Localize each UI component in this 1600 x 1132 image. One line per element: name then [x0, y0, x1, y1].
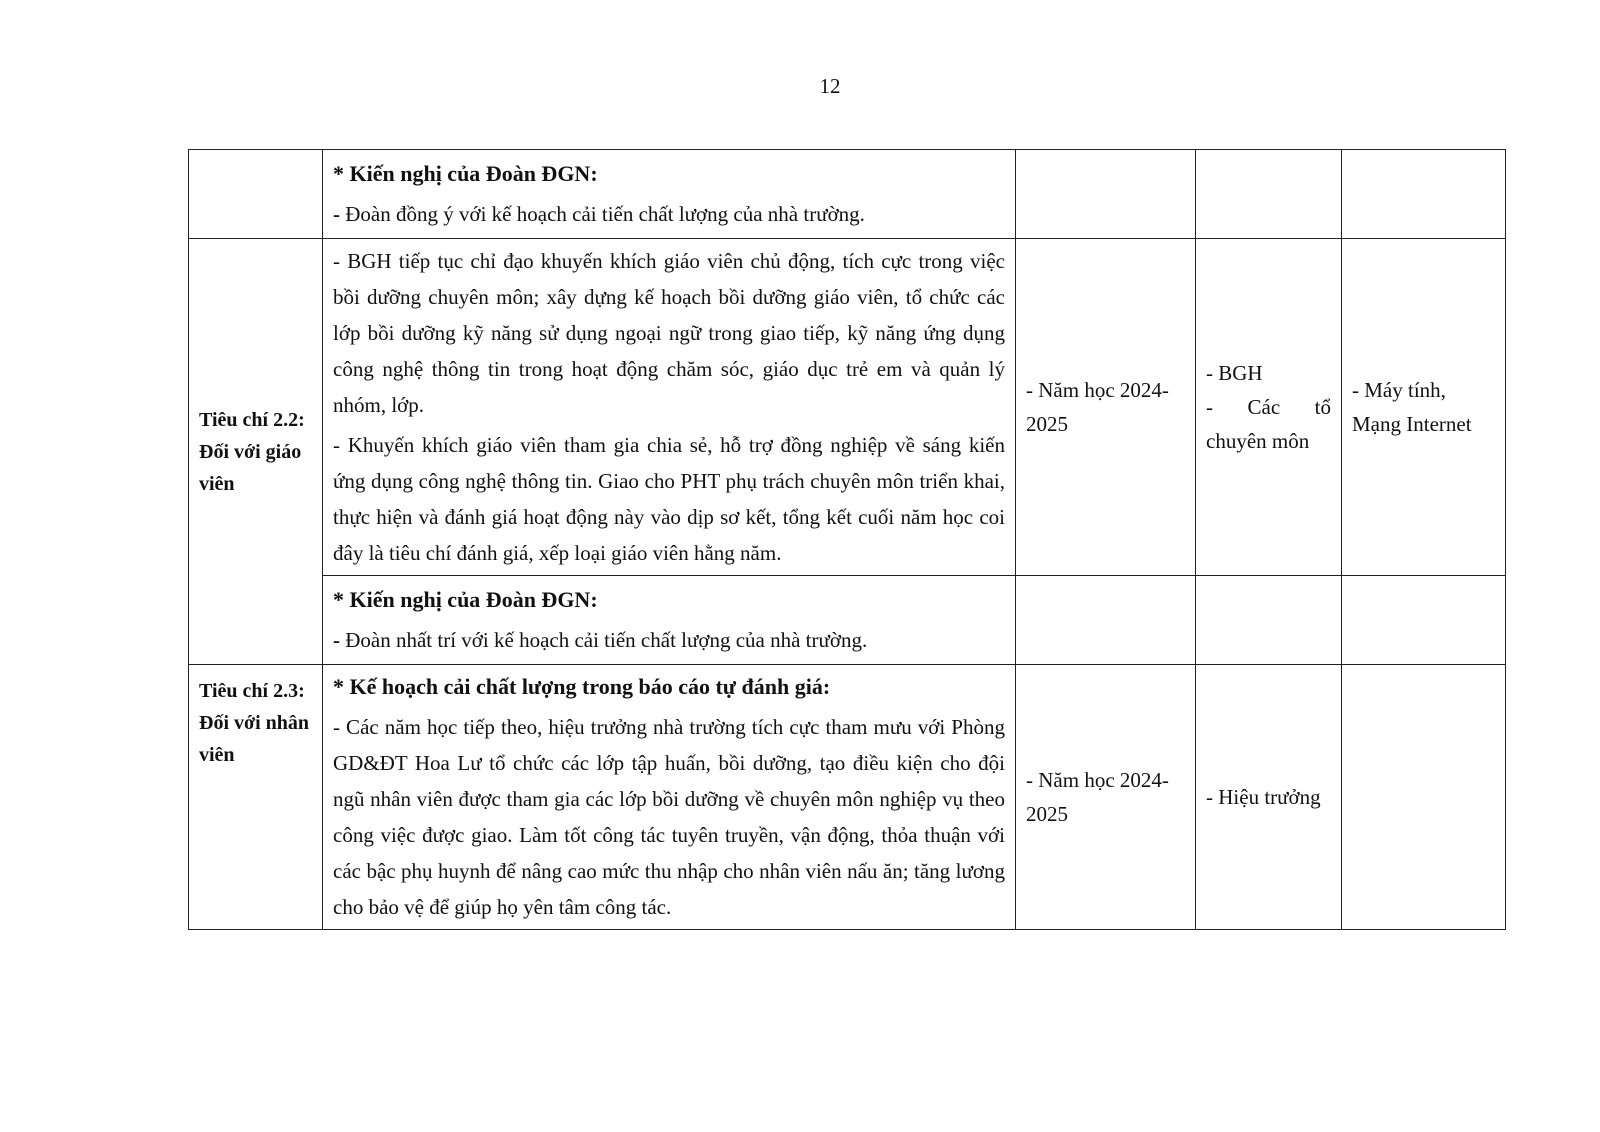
responsible-cell: - Hiệu trưởng — [1196, 665, 1342, 930]
criterion-cell: Tiêu chí 2.2: Đối với giáo viên — [189, 239, 323, 665]
time-cell: - Năm học 2024-2025 — [1016, 665, 1196, 930]
table-row — [189, 576, 1506, 665]
time-cell — [1016, 150, 1196, 239]
table-row — [189, 239, 1506, 576]
criterion-cell: Tiêu chí 2.3: Đối với nhân viên — [189, 665, 323, 930]
content-cell: * Kiến nghị của Đoàn ĐGN: - Đoàn nhất trí với kế hoạch cải tiến chất lượng của nhà trường. — [323, 576, 1016, 665]
resources-cell — [1342, 576, 1506, 665]
plan-heading: * Kế hoạch cải chất lượng trong báo cáo tự đánh giá: — [333, 674, 831, 699]
responsible-cell — [1196, 150, 1342, 239]
resources-cell — [1342, 150, 1506, 239]
time-cell: - Năm học 2024-2025 — [1016, 239, 1196, 576]
content-cell: * Kiến nghị của Đoàn ĐGN: - Đoàn đồng ý với kế hoạch cải tiến chất lượng của nhà trường. — [323, 150, 1016, 239]
time-cell — [1016, 576, 1196, 665]
recommendation-heading: * Kiến nghị của Đoàn ĐGN: — [333, 161, 598, 186]
content-paragraph: - Các năm học tiếp theo, hiệu trưởng nhà trường tích cực tham mưu với Phòng GD&ĐT Hoa Lư tổ chức các lớp tập huấn, bồi dưỡng, tạo điều kiện cho đội ngũ nhân viên được tham gia các lớp bồi dưỡng về chuyên môn nghiệp vụ theo công việc được giao. Làm tốt công tác tuyên truyền, vận động, thỏa thuận với các bậc phụ huynh để nâng cao mức thu nhập cho nhân viên nấu ăn; tăng lương cho bảo vệ để giúp họ yên tâm công tác. — [333, 715, 1005, 919]
recommendation-text: Đoàn đồng ý với kế hoạch cải tiến chất lượng của nhà trường. — [345, 202, 865, 226]
content-paragraph: - BGH tiếp tục chỉ đạo khuyến khích giáo viên chủ động, tích cực trong việc bồi dưỡng chuyên môn; xây dựng kế hoạch bồi dưỡng giáo viên, tổ chức các lớp bồi dưỡng kỹ năng sử dụng ngoại ngữ trong giao tiếp, kỹ năng ứng dụng công nghệ thông tin trong hoạt động chăm sóc, giáo dục trẻ em và quản lý nhóm, lớp. — [333, 249, 1005, 417]
responsible-cell — [1196, 576, 1342, 665]
criterion-cell — [189, 150, 323, 239]
content-cell — [323, 239, 1016, 576]
recommendation-heading: * Kiến nghị của Đoàn ĐGN: — [333, 587, 598, 612]
table-row — [189, 665, 1506, 930]
table-row — [189, 150, 1506, 239]
content-cell — [323, 665, 1016, 930]
improvement-plan-table — [188, 149, 1506, 930]
resources-cell: - Máy tính, Mạng Internet — [1342, 239, 1506, 576]
resources-cell — [1342, 665, 1506, 930]
content-paragraph: - Khuyến khích giáo viên tham gia chia sẻ, hỗ trợ đồng nghiệp về sáng kiến ứng dụng công nghệ thông tin. Giao cho PHT phụ trách chuyên môn triển khai, thực hiện và đánh giá hoạt động này vào dịp sơ kết, tổng kết cuối năm học coi đây là tiêu chí đánh giá, xếp loại giáo viên hằng năm. — [333, 433, 1005, 565]
responsible-cell: - BGH - Các tổ chuyên môn — [1196, 239, 1342, 576]
recommendation-text: Đoàn nhất trí với kế hoạch cải tiến chất lượng của nhà trường. — [345, 628, 868, 652]
page-number: 12 — [819, 74, 841, 98]
